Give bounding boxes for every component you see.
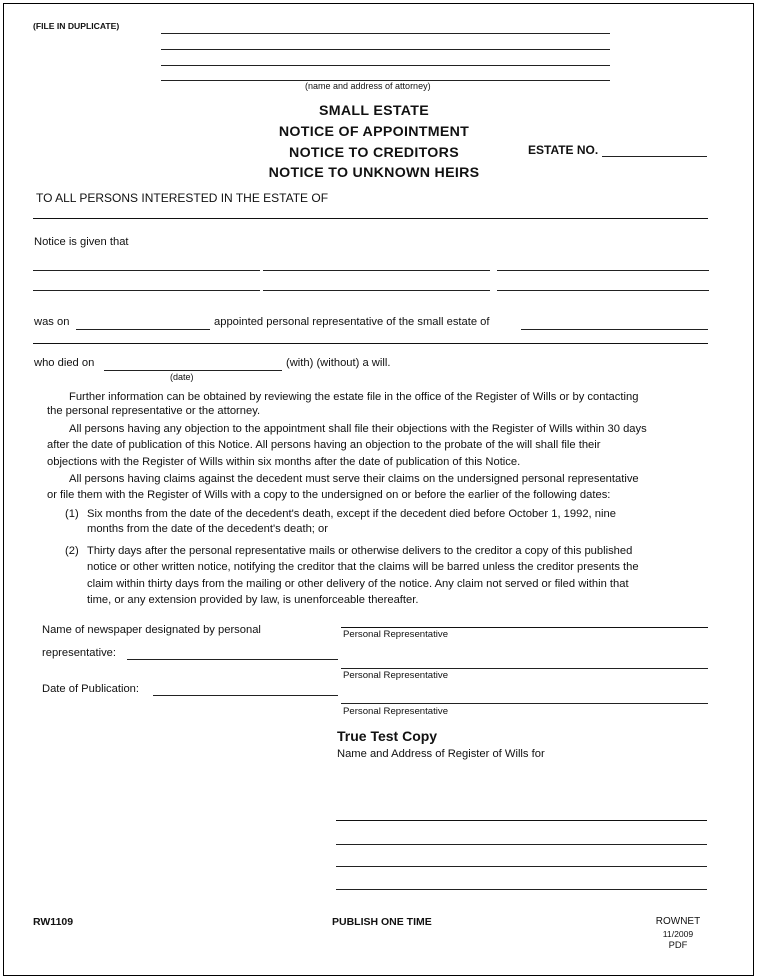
further-info-line-2: the personal representative or the attorney. xyxy=(47,405,261,417)
list-number-1: (1) xyxy=(65,508,79,520)
personal-representative-label-1: Personal Representative xyxy=(343,629,449,640)
personal-representative-signature-1[interactable] xyxy=(341,627,708,628)
list-1-line-2: months from the date of the decedent's death; or xyxy=(87,523,328,535)
objection-line-1: All persons having any objection to the appointment shall file their objections with the Register of Wills within 30 days xyxy=(69,423,647,435)
attorney-line-3[interactable] xyxy=(161,65,610,66)
name-field-2b[interactable] xyxy=(263,290,490,291)
personal-representative-label-2: Personal Representative xyxy=(343,670,449,681)
date-caption: (date) xyxy=(170,372,194,382)
publish-one-time: PUBLISH ONE TIME xyxy=(332,916,432,928)
list-2-line-2: notice or other written notice, notifying the creditor that the claims will be barred unless the creditor presents the xyxy=(87,561,639,573)
title-notice-unknown-heirs: NOTICE TO UNKNOWN HEIRS xyxy=(268,165,480,181)
register-address-line-3[interactable] xyxy=(336,866,707,867)
register-address-line-1[interactable] xyxy=(336,820,707,821)
claims-line-2: or file them with the Register of Wills with a copy to the undersigned on or before the earlier of the following dates: xyxy=(47,489,611,501)
form-id: RW1109 xyxy=(33,916,74,928)
true-test-copy-heading: True Test Copy xyxy=(337,728,438,744)
register-address-line-4[interactable] xyxy=(336,889,707,890)
with-without-will-label: (with) (without) a will. xyxy=(286,357,391,369)
register-name-address-label: Name and Address of Register of Wills for xyxy=(337,748,545,760)
name-field-2a[interactable] xyxy=(33,290,260,291)
estate-no-label: ESTATE NO. xyxy=(528,143,599,157)
attorney-line-1[interactable] xyxy=(161,33,610,34)
appointed-label: appointed personal representative of the small estate of xyxy=(214,316,490,328)
claims-line-1: All persons having claims against the decedent must serve their claims on the undersigned personal representative xyxy=(69,473,639,485)
footer-rownet: ROWNET xyxy=(655,916,701,927)
estate-of-field-continued[interactable] xyxy=(33,343,708,344)
attorney-line-2[interactable] xyxy=(161,49,610,50)
title-notice-appointment: NOTICE OF APPOINTMENT xyxy=(278,124,470,140)
further-info-line-1: Further information can be obtained by reviewing the estate file in the office of the Register of Wills or by contacting xyxy=(69,391,639,403)
objection-line-2: after the date of publication of this Notice. All persons having an objection to the probate of the will shall file their xyxy=(47,439,601,451)
date-of-publication-field[interactable] xyxy=(153,695,338,696)
list-number-2: (2) xyxy=(65,545,79,557)
name-field-1c[interactable] xyxy=(497,270,709,271)
attorney-caption: (name and address of attorney) xyxy=(305,81,431,91)
newspaper-field[interactable] xyxy=(127,659,338,660)
personal-representative-signature-2[interactable] xyxy=(341,668,708,669)
estate-of-field[interactable] xyxy=(33,218,708,219)
date-of-publication-label: Date of Publication: xyxy=(42,683,140,695)
newspaper-label-line-1: Name of newspaper designated by personal xyxy=(42,624,261,636)
personal-representative-signature-3[interactable] xyxy=(341,703,708,704)
who-died-on-label: who died on xyxy=(34,357,95,369)
estate-no-field[interactable] xyxy=(602,156,707,157)
list-1-line-1: Six months from the date of the decedent's death, except if the decedent died before October 1, 1992, nine xyxy=(87,508,616,520)
objection-line-3: objections with the Register of Wills within six months after the date of publication of this Notice. xyxy=(47,456,521,468)
footer-pdf: PDF xyxy=(668,939,688,950)
list-2-line-1: Thirty days after the personal representative mails or otherwise delivers to the creditor a copy of this published xyxy=(87,545,633,557)
file-in-duplicate-note: (FILE IN DUPLICATE) xyxy=(33,21,120,31)
title-small-estate: SMALL ESTATE xyxy=(318,103,429,119)
name-field-1b[interactable] xyxy=(263,270,490,271)
name-field-2c[interactable] xyxy=(497,290,709,291)
list-2-line-3: claim within thirty days from the mailing or other delivery of the notice. Any claim not served or filed within that xyxy=(87,578,629,590)
register-address-line-2[interactable] xyxy=(336,844,707,845)
list-2-line-4: time, or any extension provided by law, is unenforceable thereafter. xyxy=(87,594,419,606)
was-on-label: was on xyxy=(34,316,70,328)
appointment-date-field[interactable] xyxy=(76,329,210,330)
to-all-persons-label: TO ALL PERSONS INTERESTED IN THE ESTATE OF xyxy=(36,191,329,205)
death-date-field[interactable] xyxy=(104,370,282,371)
notice-given-label: Notice is given that xyxy=(34,236,129,248)
newspaper-label-line-2: representative: xyxy=(42,647,117,659)
name-field-1a[interactable] xyxy=(33,270,260,271)
title-notice-creditors: NOTICE TO CREDITORS xyxy=(289,145,459,161)
footer-version-date: 11/2009 xyxy=(662,929,694,939)
small-estate-of-field[interactable] xyxy=(521,329,708,330)
personal-representative-label-3: Personal Representative xyxy=(343,706,449,717)
